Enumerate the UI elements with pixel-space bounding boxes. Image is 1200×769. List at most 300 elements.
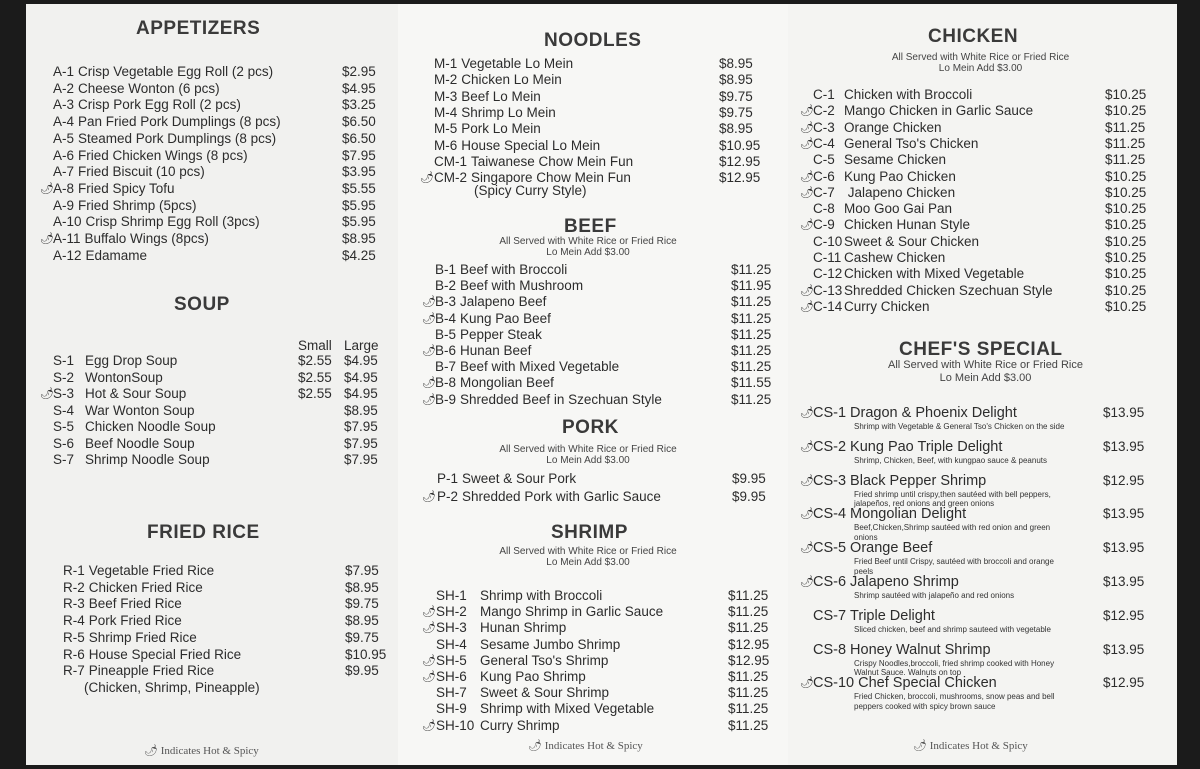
item-code: S-3: [53, 386, 75, 401]
item-code: B-9: [435, 391, 457, 407]
menu-item: [435, 311, 551, 327]
menu-item: [53, 386, 186, 402]
item-price: $4.25: [342, 247, 376, 263]
chili-icon: 🌶: [422, 345, 436, 357]
menu-item: [53, 248, 147, 264]
item-code: C-1: [813, 87, 835, 102]
menu-item: [813, 266, 1024, 282]
item-code: R-6: [63, 646, 85, 662]
menu-item: [53, 436, 195, 452]
chicken-note-line1: All Served with White Rice or Fried Rice: [891, 52, 1070, 63]
item-code: SH-4: [436, 636, 467, 652]
menu-item: [436, 701, 654, 717]
chili-icon: 🌶: [800, 137, 814, 150]
item-name: Black Pepper Shrimp: [850, 472, 987, 489]
item-price: $7.95: [345, 563, 379, 578]
item-description-line2: peels: [854, 566, 874, 576]
item-price: $10.25: [1105, 87, 1147, 102]
menu-item: [813, 642, 991, 658]
chili-icon: 🌶: [528, 740, 542, 752]
item-code: C-10: [813, 233, 843, 249]
chili-icon: 🌶: [422, 606, 436, 619]
item-code: CS-4: [813, 506, 847, 523]
item-code: M-5: [434, 121, 458, 137]
item-code: CM-2: [434, 170, 467, 186]
item-code: R-5: [63, 629, 85, 645]
item-price: $10.25: [1105, 201, 1147, 217]
item-code: M-3: [434, 88, 458, 104]
chili-icon: 🌶: [422, 654, 436, 667]
item-name: Kung Pao Chicken: [844, 168, 956, 184]
item-name: Crisp Shrimp Egg Roll (3pcs): [85, 214, 260, 230]
item-description: [854, 422, 1064, 432]
item-code: C-12: [813, 266, 843, 282]
footer-note: [913, 739, 1028, 752]
menu-panel-right: [788, 4, 1177, 765]
item-price: $12.95: [719, 170, 761, 186]
item-code: C-7: [813, 184, 835, 200]
footer-text: Indicates Hot & Spicy: [929, 740, 1028, 752]
item-code: SH-1: [436, 588, 467, 603]
item-name: Egg Drop Soup: [85, 353, 178, 368]
menu-item: [435, 278, 583, 294]
item-price: $7.95: [342, 147, 376, 163]
menu-item: [813, 250, 945, 266]
item-description: [854, 692, 1055, 711]
item-price: $13.95: [1103, 506, 1145, 522]
item-code: B-8: [435, 375, 457, 391]
item-price: $9.95: [732, 471, 766, 486]
menu-item: [53, 181, 175, 197]
item-price-large: $4.95: [344, 386, 378, 401]
item-name: House Special Fried Rice: [88, 646, 242, 662]
footer-text: Indicates Hot & Spicy: [544, 740, 643, 752]
menu-item: [53, 353, 177, 369]
item-price: $8.95: [719, 72, 753, 88]
chicken-note: [788, 52, 1173, 74]
chili-icon: 🌶: [420, 172, 434, 185]
item-name: General Tso's Chicken: [844, 135, 979, 151]
item-price: $9.75: [719, 88, 753, 104]
item-code: M-2: [434, 72, 458, 88]
item-price-large: $7.95: [344, 452, 378, 467]
section-title-beef: BEEF: [564, 216, 617, 237]
item-price: $9.95: [732, 488, 766, 504]
noodles-extra: (Spicy Curry Style): [474, 183, 587, 198]
pork-note-line2: Lo Mein Add $3.00: [546, 455, 630, 466]
item-name: Crisp Vegetable Egg Roll (2 pcs): [78, 64, 274, 79]
item-name: Chef Special Chicken: [858, 675, 997, 692]
item-name: Kung Pao Beef: [460, 310, 551, 326]
item-code: CS-5: [813, 540, 847, 557]
item-price: $9.95: [345, 663, 379, 679]
chili-icon: 🌶: [800, 440, 814, 453]
item-price: $5.95: [342, 197, 376, 213]
section-title-fried-rice: FRIED RICE: [147, 522, 260, 543]
item-price: $10.25: [1105, 282, 1147, 298]
chili-icon: 🌶: [422, 719, 436, 732]
item-code: SH-6: [436, 669, 467, 684]
chili-icon: 🌶: [422, 490, 436, 503]
item-name: Sweet & Sour Shrimp: [480, 685, 610, 701]
item-name: Mango Chicken in Garlic Sauce: [844, 103, 1034, 119]
item-price: $11.25: [731, 310, 772, 326]
chicken-note-line2: Lo Mein Add $3.00: [938, 63, 1023, 74]
menu-item: [53, 419, 216, 435]
item-name: Sesame Chicken: [844, 152, 947, 168]
item-name: Sweet & Sour Chicken: [844, 233, 980, 249]
item-code: A-6: [53, 147, 75, 163]
item-price: $12.95: [728, 652, 770, 668]
item-price: $11.25: [1105, 119, 1146, 135]
menu-item: [437, 471, 576, 487]
beef-note-line1: All Served with White Rice or Fried Rice: [499, 236, 677, 247]
menu-item: [53, 231, 209, 247]
item-price: $12.95: [1103, 675, 1145, 691]
menu-item: [813, 136, 978, 152]
item-name: Hunan Beef: [460, 343, 532, 358]
item-code: S-2: [53, 369, 75, 385]
item-price: $10.25: [1105, 298, 1147, 314]
menu-item: [63, 613, 182, 629]
menu-item: [53, 114, 281, 130]
item-name: Shrimp with Mixed Vegetable: [480, 701, 655, 717]
item-price-large: $8.95: [344, 402, 378, 418]
item-code: B-3: [435, 294, 457, 310]
menu-item: [434, 72, 562, 88]
menu-item: [436, 669, 586, 685]
menu-item: [53, 64, 273, 80]
menu-item: [53, 148, 248, 164]
item-price: $10.25: [1105, 233, 1147, 249]
item-code: C-6: [813, 168, 835, 184]
item-name: Moo Goo Gai Pan: [844, 201, 953, 217]
item-code: C-2: [813, 103, 835, 119]
chili-icon: 🌶: [422, 622, 436, 635]
menu-item: [436, 685, 609, 701]
chili-icon: 🌶: [144, 745, 158, 757]
menu-item: [435, 375, 554, 391]
menu-item: [63, 647, 241, 663]
soup-small-header: Small: [298, 338, 332, 353]
menu-item: [434, 89, 541, 105]
chili-icon: 🌶: [422, 312, 436, 325]
chili-icon: 🌶: [800, 508, 814, 521]
menu-item: [436, 620, 566, 636]
item-description-line1: Beef,Chicken,Shrimp sautéed with red onion and green: [854, 523, 1051, 533]
item-code: A-5: [53, 130, 75, 146]
chili-icon: 🌶: [800, 542, 814, 555]
chili-icon: 🌶: [800, 219, 814, 232]
item-name: Shredded Beef in Szechuan Style: [460, 391, 662, 407]
menu-item: [53, 131, 276, 147]
chili-icon: 🌶: [800, 186, 814, 199]
item-name: Beef with Mushroom: [460, 278, 584, 294]
item-code: M-6: [434, 137, 458, 153]
item-name: Taiwanese Chow Mein Fun: [471, 153, 634, 169]
item-name: Sesame Jumbo Shrimp: [480, 636, 621, 652]
menu-item: [813, 283, 1053, 299]
item-price: $11.25: [731, 326, 772, 342]
section-title-appetizers: APPETIZERS: [136, 18, 261, 39]
item-code: S-1: [53, 353, 75, 368]
item-price: $11.25: [731, 391, 772, 407]
item-description: [854, 625, 1051, 635]
item-price: $11.25: [731, 294, 772, 310]
item-name: Steamed Pork Dumplings (8 pcs): [78, 130, 277, 146]
menu-item: [813, 405, 1017, 421]
item-name: Mongolian Delight: [850, 506, 967, 523]
menu-item: [437, 489, 661, 505]
item-code: S-5: [53, 419, 75, 434]
menu-item: [813, 675, 997, 691]
menu-item: [434, 105, 556, 121]
item-name: Pan Fried Pork Dumplings (8 pcs): [78, 114, 281, 130]
item-price: $11.25: [728, 701, 769, 717]
menu-item: [813, 185, 955, 201]
menu-item: [63, 596, 182, 612]
chili-icon: 🌶: [422, 296, 436, 309]
menu-item: [435, 359, 619, 375]
item-name: Chicken Fried Rice: [88, 579, 203, 595]
item-name: Shredded Pork with Garlic Sauce: [462, 488, 661, 504]
item-name: Edamame: [85, 247, 148, 263]
chili-icon: 🌶: [800, 170, 814, 183]
menu-item: [813, 217, 970, 233]
item-code: CS-3: [813, 472, 847, 489]
section-title-soup: SOUP: [174, 294, 230, 315]
item-price-large: $7.95: [344, 419, 378, 434]
item-code: A-9: [53, 197, 75, 213]
item-code: B-5: [435, 326, 457, 342]
item-name: Shredded Chicken Szechuan Style: [844, 282, 1053, 298]
menu-item: [435, 392, 662, 408]
item-price: $12.95: [1103, 472, 1145, 488]
menu-item: [53, 198, 197, 214]
chili-icon: 🌶: [800, 105, 814, 118]
chefs-special-note: [788, 359, 1177, 385]
item-description: [854, 591, 1014, 601]
menu-item: [813, 87, 972, 103]
item-code: S-7: [53, 452, 75, 467]
item-price: $6.50: [342, 130, 376, 146]
menu-item: [436, 637, 620, 653]
menu-item: [436, 718, 560, 734]
menu-item: [813, 574, 959, 590]
menu-item: [813, 201, 952, 217]
item-price: $10.25: [1105, 217, 1147, 233]
item-code: R-7: [63, 663, 85, 679]
item-code: M-1: [434, 56, 458, 71]
menu-item: [434, 56, 573, 72]
item-code: CS-7: [813, 607, 847, 624]
item-price: $2.95: [342, 64, 376, 79]
item-code: SH-3: [436, 620, 467, 636]
item-price: $13.95: [1103, 540, 1145, 556]
item-price: $4.95: [342, 80, 376, 96]
item-description-line2: Walnut Sauce. Walnuts on top: [854, 668, 962, 678]
item-price: $13.95: [1103, 438, 1145, 454]
item-price: $11.25: [728, 685, 769, 701]
section-title-shrimp: SHRIMP: [551, 522, 628, 543]
menu-item: [434, 154, 633, 170]
chefs-special-note-line1: All Served with White Rice or Fried Rice: [887, 359, 1083, 371]
item-code: A-2: [53, 80, 75, 96]
menu-panel-left: [26, 4, 398, 765]
item-name: Buffalo Wings (8pcs): [84, 231, 209, 246]
item-price: $10.25: [1105, 250, 1147, 265]
chili-icon: 🌶: [800, 407, 814, 419]
item-price: $3.95: [342, 164, 376, 180]
item-price: $11.25: [731, 343, 772, 358]
menu-item: [813, 169, 956, 185]
item-name: Singapore Chow Mein Fun: [471, 170, 631, 186]
item-description-line1: Crispy Noodles,broccoli, fried shrimp cooked with Honey: [854, 658, 1055, 668]
item-price: $13.95: [1103, 405, 1145, 420]
item-name: Chicken Hunan Style: [844, 217, 971, 233]
item-price: $11.25: [731, 262, 772, 277]
item-name: WontonSoup: [85, 369, 163, 385]
menu-item: [63, 563, 214, 579]
item-description-line1: Shrimp, Chicken, Beef, with kungpao sauce & peanuts: [854, 455, 1047, 465]
item-price: $3.25: [342, 97, 376, 113]
footer-note: [528, 739, 643, 752]
item-description-line1: Fried Beef until Crispy, sautéed with broccoli and orange: [854, 557, 1054, 567]
item-name: Sweet & Sour Pork: [462, 471, 577, 486]
item-code: SH-7: [436, 685, 467, 701]
item-description: [854, 456, 1047, 466]
item-price: $9.75: [345, 629, 379, 645]
item-code: S-4: [53, 402, 75, 418]
menu-item: [813, 103, 1033, 119]
item-price: $11.95: [731, 278, 772, 294]
item-price: $11.25: [728, 717, 769, 733]
item-name: Fried Biscuit (10 pcs): [78, 164, 205, 180]
item-code: C-3: [813, 119, 835, 135]
menu-item: [436, 588, 602, 604]
item-code: SH-9: [436, 701, 467, 717]
menu-item: [435, 262, 567, 278]
menu-item: [63, 580, 203, 596]
item-name: Honey Walnut Shrimp: [850, 641, 991, 658]
item-price: $11.55: [731, 375, 772, 391]
item-price: $5.55: [342, 180, 376, 196]
item-code: A-12: [53, 247, 82, 263]
item-price: $13.95: [1103, 641, 1145, 657]
item-code: C-9: [813, 217, 835, 233]
menu-item: [813, 439, 1002, 455]
item-name: Beef with Mixed Vegetable: [460, 359, 620, 375]
item-code: CM-1: [434, 153, 467, 169]
item-price: $11.25: [731, 359, 772, 375]
item-name: Mango Shrimp in Garlic Sauce: [480, 604, 664, 620]
menu-item: [436, 604, 663, 620]
pork-note-line1: All Served with White Rice or Fried Rice: [499, 444, 677, 455]
shrimp-note: [398, 546, 778, 568]
menu-item: [813, 299, 930, 315]
item-code: A-11: [53, 231, 81, 246]
item-name: Dragon & Phoenix Delight: [850, 405, 1017, 421]
item-price: $10.25: [1105, 184, 1147, 200]
item-price: $8.95: [345, 613, 379, 629]
footer-note: [144, 744, 259, 757]
item-name: Beef Lo Mein: [461, 88, 541, 104]
item-name: Orange Chicken: [844, 119, 942, 135]
item-name: Pork Fried Rice: [88, 613, 182, 629]
item-price: $8.95: [342, 231, 376, 246]
item-code: A-4: [53, 114, 75, 130]
item-price-small: $2.55: [298, 386, 332, 401]
item-name: Beef Fried Rice: [88, 596, 182, 612]
item-price: $9.75: [719, 104, 753, 120]
item-code: C-5: [813, 152, 835, 168]
menu-item: [53, 164, 205, 180]
item-price: $9.75: [345, 596, 379, 612]
item-name: Kung Pao Triple Delight: [850, 438, 1003, 455]
item-code: A-7: [53, 164, 75, 180]
menu-item: [813, 608, 935, 624]
menu-panel-middle: [398, 4, 788, 765]
item-name: Orange Beef: [850, 540, 933, 557]
item-price-small: $2.55: [298, 369, 332, 385]
item-name: Beef Noodle Soup: [85, 435, 195, 451]
item-code: C-8: [813, 201, 835, 217]
item-name: Chicken with Broccoli: [844, 87, 973, 102]
chili-icon: 🌶: [422, 671, 436, 683]
item-price: $5.95: [342, 214, 376, 230]
item-code: S-6: [53, 435, 75, 451]
menu-item: [435, 327, 542, 343]
shrimp-note-line1: All Served with White Rice or Fried Rice: [499, 546, 677, 557]
menu-item: [813, 540, 932, 556]
item-code: B-1: [435, 262, 457, 277]
item-code: B-6: [435, 343, 457, 358]
item-price: $12.95: [728, 636, 770, 652]
item-description-line1: Shrimp sautéed with jalapeño and red onions: [854, 591, 1015, 600]
item-name: Pork Lo Mein: [461, 121, 541, 137]
item-price: $11.25: [728, 620, 769, 636]
menu-item: [813, 506, 966, 522]
item-code: M-4: [434, 104, 458, 120]
section-title-chicken: CHICKEN: [928, 26, 1019, 47]
menu-item: [53, 370, 163, 386]
beef-note: [398, 236, 778, 258]
item-code: C-4: [813, 135, 835, 151]
item-price: $10.95: [719, 137, 761, 153]
item-price-small: $2.55: [298, 353, 332, 368]
item-code: R-1: [63, 563, 85, 578]
soup-large-header: Large: [344, 338, 379, 353]
chili-icon: 🌶: [40, 233, 54, 245]
chili-icon: 🌶: [40, 388, 54, 400]
item-code: SH-10: [436, 717, 475, 733]
item-name: War Wonton Soup: [85, 402, 195, 418]
item-name: Vegetable Fried Rice: [88, 563, 215, 578]
item-price-large: $4.95: [344, 369, 378, 385]
menu-item: [813, 234, 979, 250]
item-name: Pineapple Fried Rice: [88, 663, 215, 679]
item-code: C-13: [813, 282, 843, 298]
item-price: $11.25: [1105, 135, 1146, 151]
item-name: Hunan Shrimp: [480, 620, 567, 636]
item-price: $12.95: [1103, 607, 1145, 623]
item-code: P-2: [437, 488, 459, 504]
chefs-special-note-line2: Lo Mein Add $3.00: [939, 372, 1032, 384]
chili-icon: 🌶: [913, 740, 927, 752]
menu-item: [436, 653, 608, 669]
item-code: SH-5: [436, 652, 467, 668]
pork-note: [398, 444, 778, 466]
